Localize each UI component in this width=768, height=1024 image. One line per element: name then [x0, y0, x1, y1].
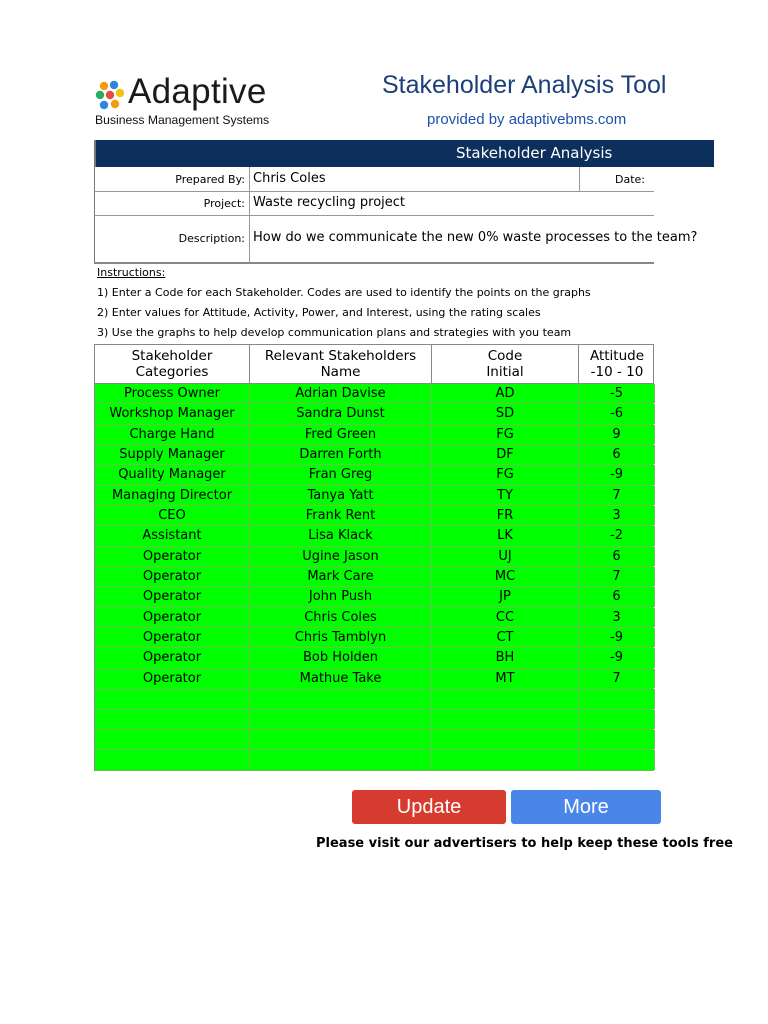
table-row	[94, 465, 654, 485]
adaptive-logo	[94, 72, 294, 130]
prepared-by-label: Prepared By:	[95, 167, 250, 191]
provided-by-link[interactable]: provided by adaptivebms.com	[427, 111, 627, 128]
banner-title: Stakeholder Analysis	[456, 144, 613, 162]
code-cell[interactable]: AD	[432, 384, 579, 403]
prepared-by-field[interactable]: Chris Coles	[253, 171, 326, 186]
table-row	[94, 648, 654, 668]
table-row	[94, 730, 654, 750]
header-attitude-line2: -10 - 10	[590, 364, 644, 380]
code-cell[interactable]: FG	[432, 425, 579, 444]
table-row	[94, 567, 654, 587]
table-row	[94, 750, 654, 770]
header-name	[250, 345, 432, 383]
name-cell[interactable]: Adrian Davise	[250, 384, 432, 403]
attitude-cell[interactable]	[579, 730, 655, 749]
code-cell[interactable]: FR	[432, 506, 579, 525]
code-cell[interactable]	[432, 750, 579, 769]
page-title: Stakeholder Analysis Tool	[382, 71, 667, 99]
header-name-line2: Name	[320, 364, 361, 380]
table-row	[94, 710, 654, 730]
table-row	[94, 669, 654, 689]
attitude-cell[interactable]: 3	[579, 608, 655, 627]
name-cell[interactable]: John Push	[250, 587, 432, 606]
attitude-cell[interactable]	[579, 710, 655, 729]
header-code	[432, 345, 579, 383]
project-label: Project:	[95, 192, 250, 215]
table-row	[94, 526, 654, 546]
advertisers-note: Please visit our advertisers to help keep these tools free	[316, 836, 733, 851]
header-attitude-line1: Attitude	[589, 348, 645, 364]
table-row	[94, 425, 654, 445]
sheet-banner	[94, 140, 714, 167]
table-row	[94, 445, 654, 465]
code-cell[interactable]: TY	[432, 486, 579, 505]
code-cell[interactable]	[432, 689, 579, 708]
category-cell[interactable]	[95, 689, 250, 708]
attitude-cell[interactable]	[579, 689, 655, 708]
instruction-step-1: 1) Enter a Code for each Stakeholder. Codes are used to identify the points on the graphs	[97, 286, 591, 299]
code-cell[interactable]: DF	[432, 445, 579, 464]
table-row	[94, 628, 654, 648]
project-field[interactable]: Waste recycling project	[253, 195, 406, 210]
attitude-cell[interactable]: 7	[579, 486, 655, 505]
header-attitude	[579, 345, 655, 383]
name-cell[interactable]: Bob Holden	[250, 648, 432, 667]
category-cell[interactable]: Operator	[95, 628, 250, 647]
attitude-cell[interactable]: 6	[579, 445, 655, 464]
code-cell[interactable]: CT	[432, 628, 579, 647]
instruction-step-2: 2) Enter values for Attitude, Activity, Power, and Interest, using the rating scales	[97, 306, 541, 319]
header-code-line1: Code	[487, 348, 523, 364]
project-row	[94, 192, 654, 216]
name-cell[interactable]: Darren Forth	[250, 445, 432, 464]
code-cell[interactable]: SD	[432, 404, 579, 423]
name-cell[interactable]: Ugine Jason	[250, 547, 432, 566]
name-cell[interactable]: Chris Tamblyn	[250, 628, 432, 647]
attitude-cell[interactable]: 7	[579, 669, 655, 688]
name-cell[interactable]: Tanya Yatt	[250, 486, 432, 505]
date-label: Date:	[579, 167, 649, 191]
category-cell[interactable]: Operator	[95, 669, 250, 688]
category-cell[interactable]: CEO	[95, 506, 250, 525]
table-row	[94, 587, 654, 607]
category-cell[interactable]: Operator	[95, 567, 250, 586]
name-cell[interactable]	[250, 750, 432, 769]
code-cell[interactable]	[432, 710, 579, 729]
category-cell[interactable]: Operator	[95, 608, 250, 627]
category-cell[interactable]: Charge Hand	[95, 425, 250, 444]
attitude-cell[interactable]: 6	[579, 547, 655, 566]
attitude-cell[interactable]: -6	[579, 404, 655, 423]
category-cell[interactable]: Assistant	[95, 526, 250, 545]
description-label: Description:	[95, 216, 250, 262]
code-cell[interactable]: LK	[432, 526, 579, 545]
name-cell[interactable]: Fran Greg	[250, 465, 432, 484]
name-cell[interactable]: Mathue Take	[250, 669, 432, 688]
attitude-cell[interactable]: -2	[579, 526, 655, 545]
instruction-step-3: 3) Use the graphs to help develop communication plans and strategies with you team	[97, 326, 572, 339]
attitude-cell[interactable]: 9	[579, 425, 655, 444]
code-cell[interactable]	[432, 730, 579, 749]
attitude-cell[interactable]: -9	[579, 465, 655, 484]
name-cell[interactable]: Lisa Klack	[250, 526, 432, 545]
category-cell[interactable]	[95, 750, 250, 769]
code-cell[interactable]: BH	[432, 648, 579, 667]
description-row	[94, 216, 698, 264]
table-row	[94, 608, 654, 628]
code-cell[interactable]: FG	[432, 465, 579, 484]
category-cell[interactable]: Operator	[95, 648, 250, 667]
header-name-line1: Relevant Stakeholders	[264, 348, 417, 364]
name-cell[interactable]	[250, 710, 432, 729]
category-cell[interactable]	[95, 710, 250, 729]
category-cell[interactable]: Supply Manager	[95, 445, 250, 464]
attitude-cell[interactable]	[579, 750, 655, 769]
stakeholder-table-body	[94, 384, 654, 771]
category-cell[interactable]: Operator	[95, 547, 250, 566]
attitude-cell[interactable]: -5	[579, 384, 655, 403]
logo-subtitle: Business Management Systems	[95, 113, 270, 127]
logo-wordmark: Adaptive	[128, 72, 267, 111]
code-cell[interactable]: MT	[432, 669, 579, 688]
more-button[interactable]: More	[511, 790, 661, 824]
category-cell[interactable]: Operator	[95, 587, 250, 606]
stakeholder-table-header	[94, 344, 654, 384]
stakeholder-sheet	[94, 140, 698, 772]
category-cell[interactable]: Quality Manager	[95, 465, 250, 484]
attitude-cell[interactable]: -9	[579, 628, 655, 647]
category-cell[interactable]: Workshop Manager	[95, 404, 250, 423]
name-cell[interactable]: Sandra Dunst	[250, 404, 432, 423]
table-row	[94, 506, 654, 526]
code-cell[interactable]: UJ	[432, 547, 579, 566]
category-cell[interactable]: Managing Director	[95, 486, 250, 505]
name-cell[interactable]	[250, 730, 432, 749]
prepared-by-row	[94, 167, 654, 192]
name-cell[interactable]: Mark Care	[250, 567, 432, 586]
attitude-cell[interactable]: 3	[579, 506, 655, 525]
name-cell[interactable]: Fred Green	[250, 425, 432, 444]
code-cell[interactable]: MC	[432, 567, 579, 586]
header-code-line2: Initial	[486, 364, 524, 380]
attitude-cell[interactable]: -9	[579, 648, 655, 667]
table-row	[94, 689, 654, 709]
name-cell[interactable]: Frank Rent	[250, 506, 432, 525]
code-cell[interactable]: JP	[432, 587, 579, 606]
name-cell[interactable]: Chris Coles	[250, 608, 432, 627]
table-row	[94, 384, 654, 404]
code-cell[interactable]: CC	[432, 608, 579, 627]
instructions-heading: Instructions:	[97, 266, 166, 279]
category-cell[interactable]: Process Owner	[95, 384, 250, 403]
attitude-cell[interactable]: 7	[579, 567, 655, 586]
attitude-cell[interactable]: 6	[579, 587, 655, 606]
table-row	[94, 547, 654, 567]
update-button[interactable]: Update	[352, 790, 506, 824]
table-row	[94, 404, 654, 424]
header-categories-label: Stakeholder Categories	[131, 348, 213, 380]
category-cell[interactable]	[95, 730, 250, 749]
header-categories	[95, 345, 250, 383]
name-cell[interactable]	[250, 689, 432, 708]
description-field[interactable]: How do we communicate the new 0% waste processes to the team?	[253, 230, 698, 245]
table-row	[94, 486, 654, 506]
button-area	[352, 790, 648, 824]
logo-dots-icon	[94, 80, 128, 114]
